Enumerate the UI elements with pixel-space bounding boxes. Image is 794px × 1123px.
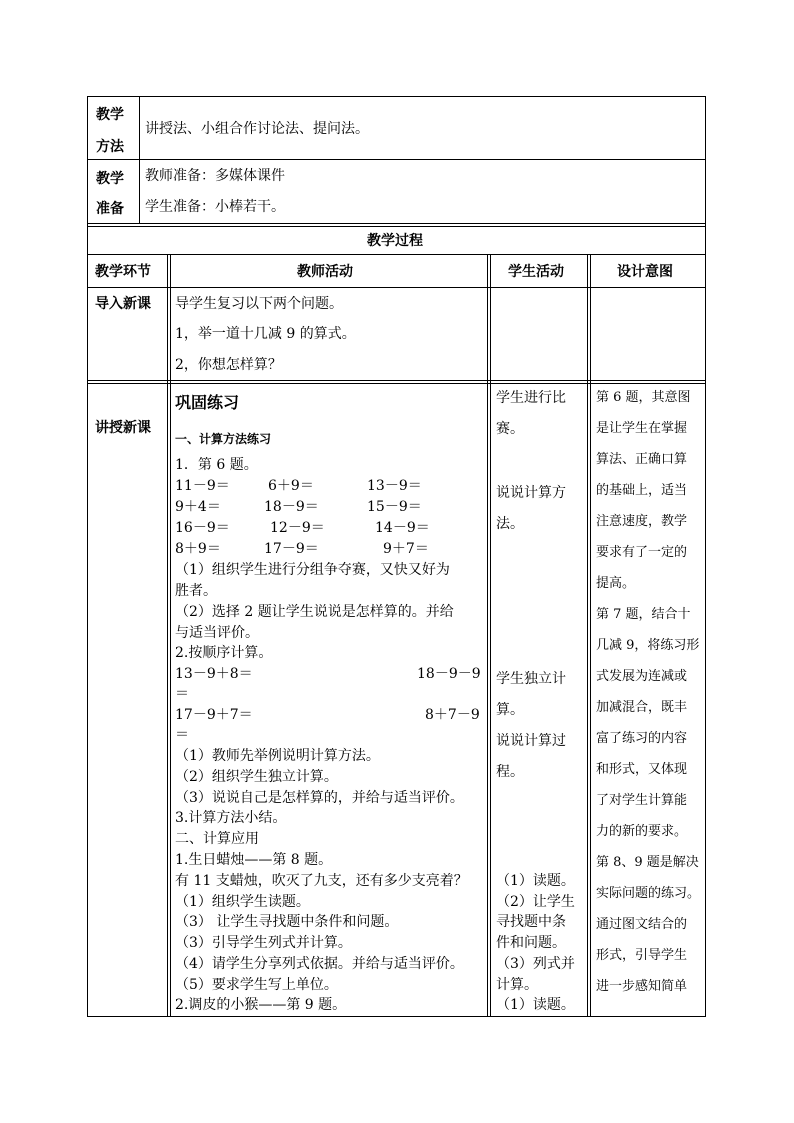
prep-student: 学生准备：小棒若干。 <box>145 199 285 215</box>
subsection-title: 二、计算应用 <box>175 831 259 847</box>
student-line: 赛。 <box>496 421 524 437</box>
header-teacher: 教师活动 <box>297 264 353 280</box>
row-divider <box>87 159 706 160</box>
equation: 17－9＋7＝ <box>175 707 253 723</box>
equation: 9＋7＝ <box>383 541 429 557</box>
text-line: （4）请学生分享列式依据。并给与适当评价。 <box>175 956 464 972</box>
student-line: 学生独立计 <box>496 671 566 687</box>
design-line: 算法、正确口算 <box>596 452 688 467</box>
design-line: 形式，引导学生 <box>596 948 688 963</box>
student-line: （1）读题。 <box>496 997 575 1013</box>
column-divider <box>139 96 140 223</box>
design-line: 了对学生计算能 <box>596 793 688 808</box>
equation: 18－9＝ <box>264 499 319 515</box>
equation: 8＋9＝ <box>175 541 221 557</box>
row-divider <box>87 287 706 288</box>
text-line: 2.按顺序计算。 <box>175 645 273 661</box>
equation: 16－9＝ <box>175 520 230 536</box>
text-line: 与适当评价。 <box>175 625 259 641</box>
text-line: （2）组织学生独立计算。 <box>175 769 338 785</box>
text-line: （1）组织学生读题。 <box>175 894 310 910</box>
student-line: 计算。 <box>496 977 538 993</box>
text-line: 有 11 支蜡烛，吹灭了九支，还有多少支亮着？ <box>175 873 468 889</box>
student-line: 寻找题中条 <box>496 914 566 930</box>
row-divider <box>87 380 706 381</box>
design-line: 通过图文结合的 <box>596 917 688 932</box>
text-line: （3）引导学生列式并计算。 <box>175 935 352 951</box>
student-line: 法。 <box>496 516 524 532</box>
prep-teacher: 教师准备：多媒体课件 <box>145 168 285 184</box>
intro-line: 1，举一道十几减 9 的算式。 <box>175 326 356 342</box>
process-title: 教学过程 <box>367 233 423 249</box>
student-line: （3）列式并 <box>496 956 575 972</box>
text-line: 3.计算方法小结。 <box>175 810 287 826</box>
method-text: 讲授法、小组合作讨论法、提问法。 <box>145 121 369 137</box>
prep-label-line2: 准备 <box>96 201 124 217</box>
column-divider <box>487 254 488 1017</box>
design-line: 提高。 <box>596 576 636 591</box>
intro-line: 导学生复习以下两个问题。 <box>175 296 343 312</box>
design-line: 力的新的要求。 <box>596 824 688 839</box>
subsection-title: 一、计算方法练习 <box>175 432 272 446</box>
text-line: 胜者。 <box>175 583 217 599</box>
section-title: 巩固练习 <box>175 393 240 412</box>
main-stage: 讲授新课 <box>95 420 151 436</box>
design-line: 富了练习的内容 <box>596 731 688 746</box>
intro-stage: 导入新课 <box>95 296 151 312</box>
equation: 12－9＝ <box>270 520 325 536</box>
row-divider <box>87 223 706 224</box>
student-line: （1）读题。 <box>496 873 575 889</box>
row-divider <box>87 383 706 384</box>
method-label-line1: 教学 <box>96 107 124 123</box>
header-stage: 教学环节 <box>95 264 151 280</box>
method-label-line2: 方法 <box>96 139 124 155</box>
text-line: 1.生日蜡烛——第 8 题。 <box>175 852 333 868</box>
design-line: 加减混合，既丰 <box>596 700 688 715</box>
header-student: 学生活动 <box>508 264 564 280</box>
intro-line: 2，你想怎样算？ <box>175 357 282 373</box>
design-line: 要求有了一定的 <box>596 545 688 560</box>
design-line: 是让学生在掌握 <box>596 421 688 436</box>
header-design: 设计意图 <box>617 264 673 280</box>
column-divider <box>170 254 171 1017</box>
design-line: 第 6 题，其意图 <box>596 390 691 405</box>
design-line: 进一步感知简单 <box>596 979 688 994</box>
design-line: 实际问题的练习。 <box>596 886 701 901</box>
design-line: 的基础上，适当 <box>596 483 688 498</box>
text-line: （2）选择 2 题让学生说说是怎样算的。并给 <box>175 604 454 620</box>
row-divider <box>87 226 706 227</box>
design-line: 第 8、9 题是解决 <box>596 855 699 870</box>
student-line: 学生进行比 <box>496 390 566 406</box>
equation: 13－9＝ <box>367 478 422 494</box>
equation: ＝ <box>175 686 189 702</box>
student-line: 算。 <box>496 702 524 718</box>
text-line: （1）教师先举例说明计算方法。 <box>175 748 380 764</box>
prep-label-line1: 教学 <box>96 171 124 187</box>
equation: ＝ <box>175 727 189 743</box>
student-line: （2）让学生 <box>496 894 575 910</box>
text-line: （3） 让学生寻找题中条件和问题。 <box>175 914 399 930</box>
student-line: 程。 <box>496 764 524 780</box>
design-line: 和形式，又体现 <box>596 762 688 777</box>
question-label: 1．第 6 题。 <box>175 457 258 473</box>
text-line: （1）组织学生进行分组争夺赛，又快又好为 <box>175 562 450 578</box>
equation: 6＋9＝ <box>268 478 314 494</box>
text-line: 2.调皮的小猴——第 9 题。 <box>175 997 347 1013</box>
column-divider <box>167 254 168 1017</box>
equation: 13－9＋8＝ <box>175 666 253 682</box>
text-line: （3）说说自己是怎样算的，并给与适当评价。 <box>175 790 464 806</box>
column-divider <box>587 254 588 1017</box>
text-line: （5）要求学生写上单位。 <box>175 977 338 993</box>
design-line: 式发展为连减或 <box>596 669 688 684</box>
design-line: 第 7 题，结合十 <box>596 607 691 622</box>
row-divider <box>87 254 706 255</box>
equation: 15－9＝ <box>367 499 422 515</box>
column-divider <box>490 254 491 1017</box>
student-line: 说说计算过 <box>496 733 566 749</box>
column-divider <box>590 254 591 1017</box>
student-line: 件和问题。 <box>496 935 566 951</box>
equation: 8＋7－9 <box>425 707 480 723</box>
equation: 11－9＝ <box>175 478 230 494</box>
equation: 17－9＝ <box>264 541 319 557</box>
design-line: 注意速度，教学 <box>596 514 688 529</box>
equation: 9＋4＝ <box>175 499 221 515</box>
equation: 14－9＝ <box>375 520 430 536</box>
design-line: 几减 9，将练习形 <box>596 638 700 653</box>
equation: 18－9－9 <box>417 666 481 682</box>
student-line: 说说计算方 <box>496 485 566 501</box>
